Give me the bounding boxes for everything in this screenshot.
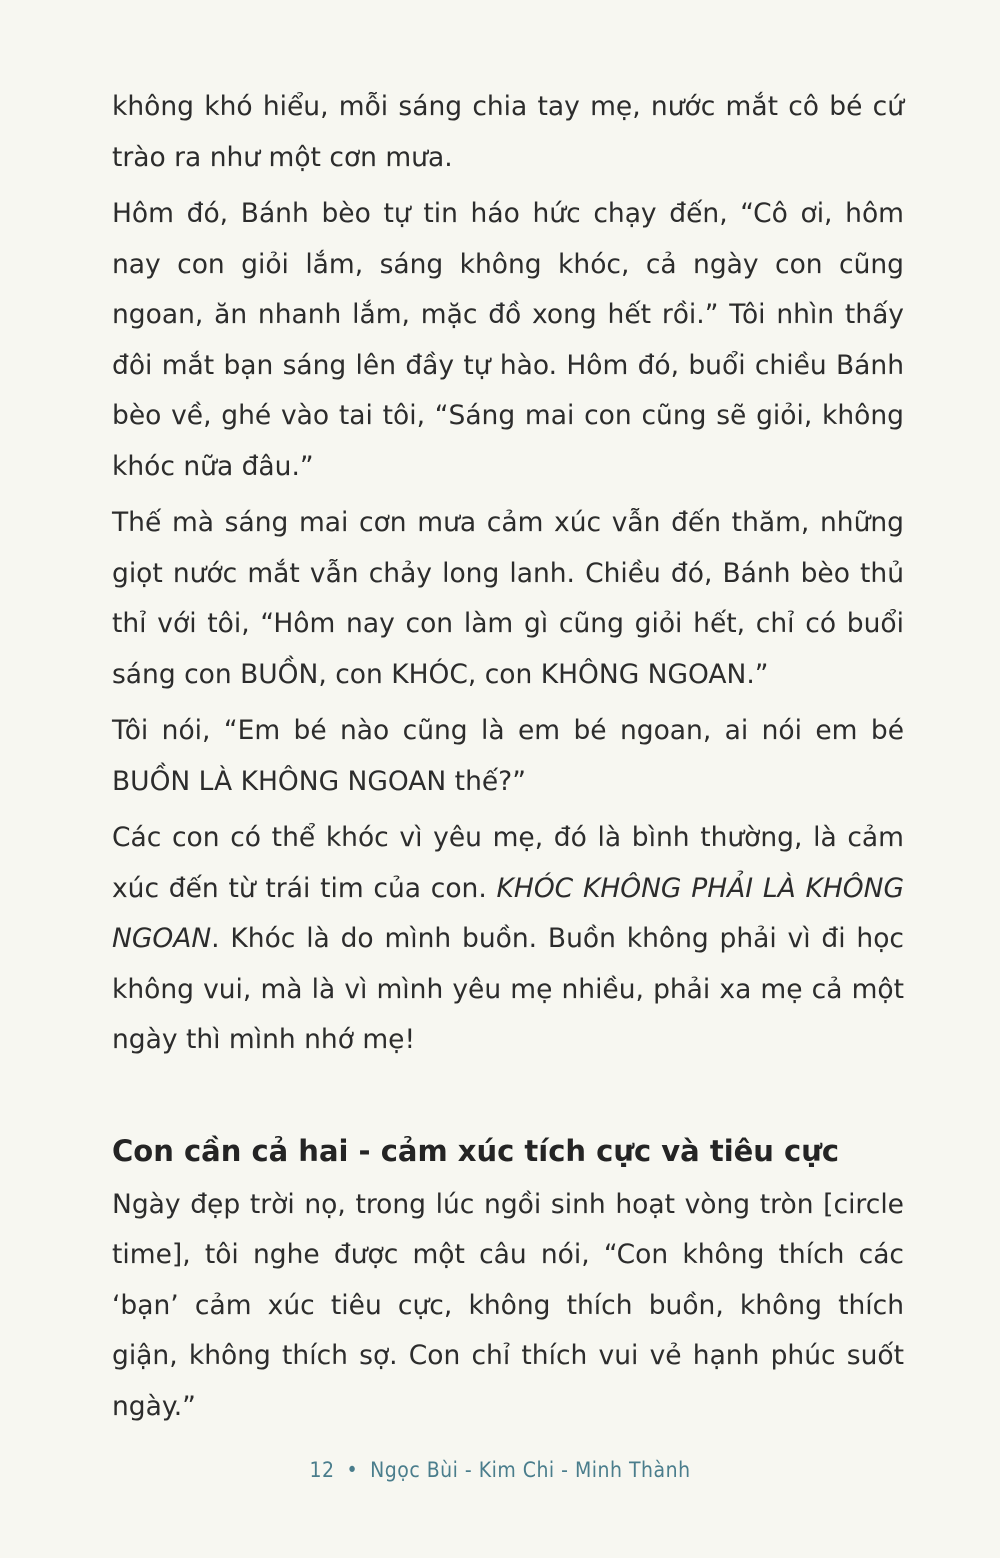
paragraph-5-start: Các con có thể khóc vì yêu mẹ, đó là bình thường, là cảm xúc đến từ trái tim của con.: [112, 822, 904, 904]
page-number: 12: [309, 1458, 335, 1482]
paragraph-4: Tôi nói, “Em bé nào cũng là em bé ngoan, ai nói em bé BUỒN LÀ KHÔNG NGOAN thế?”: [112, 715, 904, 797]
paragraph-5-italic: KHÓC KHÔNG PHẢI LÀ KHÔNG NGOAN: [112, 872, 904, 954]
footer-separator: •: [346, 1458, 359, 1482]
section-heading: Con cần cả hai - cảm xúc tích cực và tiêu cực: [112, 1133, 840, 1168]
paragraph-3: Thế mà sáng mai cơn mưa cảm xúc vẫn đến thăm, những giọt nước mắt vẫn chảy long lanh. Chiều đó, Bánh bèo thủ thỉ với tôi, “Hôm nay con làm gì cũng giỏi hết, chỉ có buổi sáng con BUỒN, con KHÓC, con KHÔNG NGOAN.”: [112, 507, 904, 690]
paragraph-1: không khó hiểu, mỗi sáng chia tay mẹ, nước mắt cô bé cứ trào ra như một cơn mưa.: [112, 91, 904, 173]
page-footer: [0, 1458, 1000, 1482]
paragraph-6: Ngày đẹp trời nọ, trong lúc ngồi sinh hoạt vòng tròn [circle time], tôi nghe được một câu nói, “Con không thích các ‘bạn’ cảm xúc tiêu cực, không thích buồn, không thích giận, không thích sợ. Con chỉ thích vui vẻ hạnh phúc suốt ngày.”: [112, 1188, 904, 1422]
paragraph-5: [112, 813, 904, 1066]
paragraph-2: Hôm đó, Bánh bèo tự tin háo hức chạy đến, “Cô ơi, hôm nay con giỏi lắm, sáng không khóc, cả ngày con cũng ngoan, ăn nhanh lắm, mặc đồ xong hết rồi.” Tôi nhìn thấy đôi mắt bạn sáng lên đầy tự hào. Hôm đó, buổi chiều Bánh bèo về, ghé vào tai tôi, “Sáng mai con cũng sẽ giỏi, không khóc nữa đâu.”: [112, 198, 904, 482]
page-body: [112, 82, 904, 1438]
paragraph-5-end: . Khóc là do mình buồn. Buồn không phải vì đi học không vui, mà là vì mình yêu mẹ nhiều, phải xa mẹ cả một ngày thì mình nhớ mẹ!: [112, 923, 904, 1055]
footer-authors: Ngọc Bùi - Kim Chi - Minh Thành: [370, 1458, 691, 1482]
